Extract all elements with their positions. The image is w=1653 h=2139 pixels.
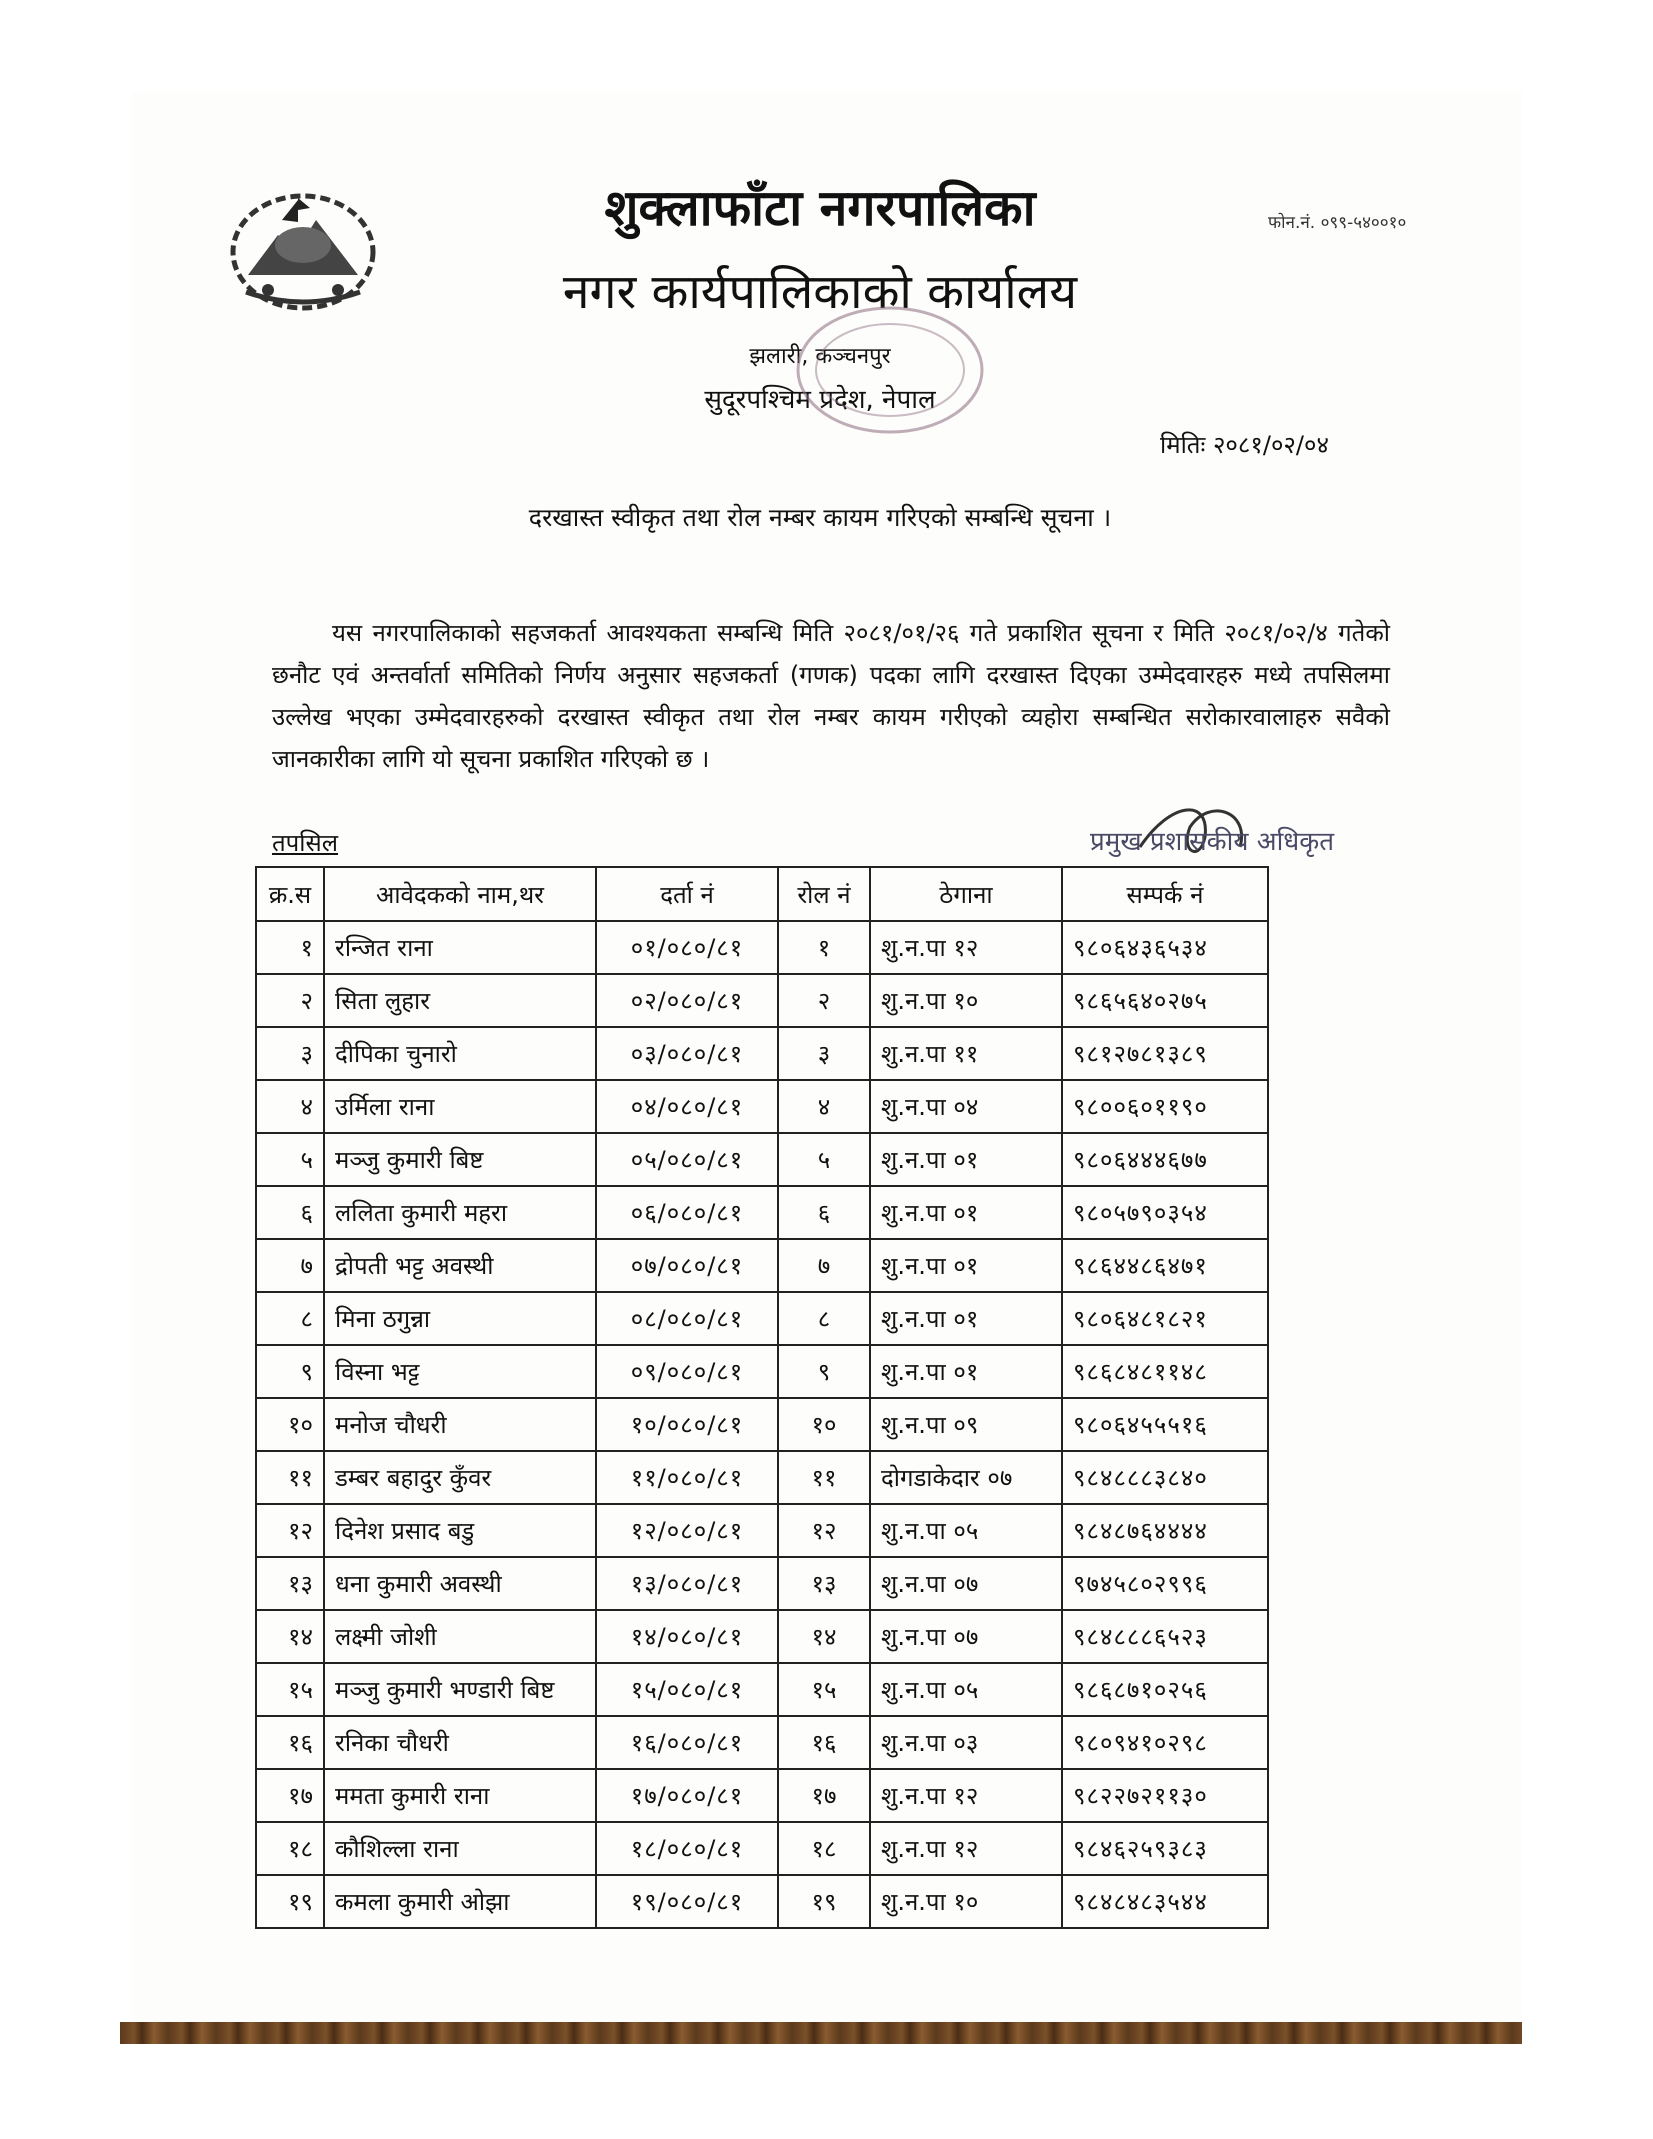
cell-contact: ९८६८७१०२५६ [1062, 1663, 1268, 1716]
cell-serial: ७ [256, 1239, 324, 1292]
cell-roll: ८ [778, 1292, 870, 1345]
applicant-table [255, 866, 1269, 1929]
cell-registration: ०५/०८०/८१ [596, 1133, 778, 1186]
office-stamp-icon [790, 300, 990, 440]
cell-registration: ०२/०८०/८१ [596, 974, 778, 1027]
cell-serial: १५ [256, 1663, 324, 1716]
office-subtitle: नगर कार्यपालिकाको कार्यालय [562, 264, 1078, 320]
cell-serial: १० [256, 1398, 324, 1451]
cell-registration: ०१/०८०/८१ [596, 921, 778, 974]
cell-address: शु.न.पा ०१ [870, 1133, 1062, 1186]
cell-roll: १६ [778, 1716, 870, 1769]
cell-contact: ९८४८८८६५२३ [1062, 1610, 1268, 1663]
cell-address: शु.न.पा १० [870, 1875, 1062, 1928]
cell-name: धना कुमारी अवस्थी [324, 1557, 596, 1610]
cell-registration: १५/०८०/८१ [596, 1663, 778, 1716]
cell-name: ललिता कुमारी महरा [324, 1186, 596, 1239]
notice-body-text: यस नगरपालिकाको सहजकर्ता आवश्यकता सम्बन्धि मिति २०८१/०१/२६ गते प्रकाशित सूचना र मिति २०८१/०२/४ गतेको छनौट एवं अन्तर्वार्ता समितिको निर्णय अनुसार सहजकर्ता (गणक) पदका लागि दरखास्त दिएका उम्मेदवारहरु मध्ये तपसिलमा उल्लेख भएका उम्मेदवारहरुको दरखास्त स्वीकृत तथा रोल नम्बर कायम गरीएको व्यहोरा सम्बन्धित सरोकारवालाहरु सवैको जानकारीका लागि यो सूचना प्रकाशित गरिएको छ । [272, 619, 1390, 773]
cell-serial: ४ [256, 1080, 324, 1133]
cell-serial: १८ [256, 1822, 324, 1875]
cell-name: सिता लुहार [324, 974, 596, 1027]
cell-name: रन्जित राना [324, 921, 596, 974]
cell-name: मञ्जु कुमारी बिष्ट [324, 1133, 596, 1186]
cell-serial: ११ [256, 1451, 324, 1504]
cell-name: डम्बर बहादुर कुँवर [324, 1451, 596, 1504]
notice-date: मितिः २०८१/०२/०४ [1160, 431, 1329, 459]
table-body [256, 921, 1268, 1928]
address-line-1: झलारी, कञ्चनपुर [749, 344, 891, 369]
cell-contact: ९८६४४८६४७१ [1062, 1239, 1268, 1292]
cell-serial: ३ [256, 1027, 324, 1080]
cell-address: शु.न.पा ०१ [870, 1292, 1062, 1345]
cell-address: शु.न.पा ०४ [870, 1080, 1062, 1133]
cell-registration: १८/०८०/८१ [596, 1822, 778, 1875]
cell-roll: १५ [778, 1663, 870, 1716]
cell-serial: १२ [256, 1504, 324, 1557]
cell-name: ममता कुमारी राना [324, 1769, 596, 1822]
table-row [256, 1557, 1268, 1610]
cell-serial: ८ [256, 1292, 324, 1345]
table-row [256, 1610, 1268, 1663]
table-header-row [256, 867, 1268, 921]
cell-registration: १२/०८०/८१ [596, 1504, 778, 1557]
table-row [256, 1345, 1268, 1398]
cell-name: उर्मिला राना [324, 1080, 596, 1133]
cell-registration: ११/०८०/८१ [596, 1451, 778, 1504]
cell-roll: १७ [778, 1769, 870, 1822]
table-row [256, 1822, 1268, 1875]
cell-serial: १३ [256, 1557, 324, 1610]
cell-registration: १४/०८०/८१ [596, 1610, 778, 1663]
cell-roll: १० [778, 1398, 870, 1451]
table-row [256, 1875, 1268, 1928]
wooden-surface-edge [120, 2022, 1522, 2044]
cell-address: शु.न.पा १० [870, 974, 1062, 1027]
cell-registration: ०७/०८०/८१ [596, 1239, 778, 1292]
cell-serial: ६ [256, 1186, 324, 1239]
cell-roll: १२ [778, 1504, 870, 1557]
municipality-title: शुक्लाफाँटा नगरपालिका [604, 179, 1036, 237]
cell-serial: ५ [256, 1133, 324, 1186]
cell-contact: ९८००६०११९० [1062, 1080, 1268, 1133]
cell-serial: २ [256, 974, 324, 1027]
cell-address: शु.न.पा ११ [870, 1027, 1062, 1080]
cell-registration: १०/०८०/८१ [596, 1398, 778, 1451]
header-address: ठेगाना [870, 867, 1062, 921]
cell-address: शु.न.पा ०१ [870, 1239, 1062, 1292]
cell-serial: ९ [256, 1345, 324, 1398]
table-row [256, 1504, 1268, 1557]
cell-roll: २ [778, 974, 870, 1027]
table-row [256, 921, 1268, 974]
table-row [256, 1769, 1268, 1822]
cell-name: दिनेश प्रसाद बडु [324, 1504, 596, 1557]
cell-contact: ९८०६४३६५३४ [1062, 921, 1268, 974]
notice-body [272, 612, 1390, 780]
cell-name: कमला कुमारी ओझा [324, 1875, 596, 1928]
cell-contact: ९८०५७९०३५४ [1062, 1186, 1268, 1239]
cell-contact: ९८०६४४४६७७ [1062, 1133, 1268, 1186]
table-row [256, 1292, 1268, 1345]
cell-name: रनिका चौधरी [324, 1716, 596, 1769]
cell-registration: ०८/०८०/८१ [596, 1292, 778, 1345]
cell-registration: ०६/०८०/८१ [596, 1186, 778, 1239]
address-line-2: सुदूरपश्चिम प्रदेश, नेपाल [704, 385, 936, 415]
table-row [256, 1027, 1268, 1080]
cell-roll: ९ [778, 1345, 870, 1398]
cell-name: विस्ना भट्ट [324, 1345, 596, 1398]
cell-roll: ४ [778, 1080, 870, 1133]
cell-contact: ९७४५८०२९९६ [1062, 1557, 1268, 1610]
signature-title: प्रमुख प्रशासकीय अधिकृत [1090, 827, 1335, 857]
cell-address: दोगडाकेदार ०७ [870, 1451, 1062, 1504]
header-roll: रोल नं [778, 867, 870, 921]
cell-roll: ६ [778, 1186, 870, 1239]
nepal-emblem-icon [218, 180, 388, 320]
cell-contact: ९८४६२५९३८३ [1062, 1822, 1268, 1875]
cell-contact: ९८०६४८१८२१ [1062, 1292, 1268, 1345]
table-row [256, 974, 1268, 1027]
cell-contact: ९८६८४८११४८ [1062, 1345, 1268, 1398]
cell-serial: १९ [256, 1875, 324, 1928]
cell-roll: ७ [778, 1239, 870, 1292]
cell-name: कौशिल्ला राना [324, 1822, 596, 1875]
cell-serial: १४ [256, 1610, 324, 1663]
cell-contact: ९८४८४८३५४४ [1062, 1875, 1268, 1928]
cell-name: मञ्जु कुमारी भण्डारी बिष्ट [324, 1663, 596, 1716]
cell-name: द्रोपती भट्ट अवस्थी [324, 1239, 596, 1292]
cell-roll: ११ [778, 1451, 870, 1504]
cell-roll: १४ [778, 1610, 870, 1663]
header-name: आवेदकको नाम,थर [324, 867, 596, 921]
table-row [256, 1663, 1268, 1716]
cell-address: शु.न.पा ०१ [870, 1345, 1062, 1398]
cell-address: शु.न.पा ०७ [870, 1557, 1062, 1610]
cell-registration: ०९/०८०/८१ [596, 1345, 778, 1398]
header-serial: क्र.स [256, 867, 324, 921]
table-row [256, 1239, 1268, 1292]
cell-name: लक्ष्मी जोशी [324, 1610, 596, 1663]
cell-roll: १३ [778, 1557, 870, 1610]
cell-address: शु.न.पा ०३ [870, 1716, 1062, 1769]
cell-contact: ९८४८८८३८४० [1062, 1451, 1268, 1504]
cell-serial: १७ [256, 1769, 324, 1822]
cell-address: शु.न.पा ०१ [870, 1186, 1062, 1239]
cell-serial: १६ [256, 1716, 324, 1769]
table-row [256, 1716, 1268, 1769]
cell-contact: ९८४८७६४४४४ [1062, 1504, 1268, 1557]
cell-registration: १९/०८०/८१ [596, 1875, 778, 1928]
cell-registration: ०३/०८०/८१ [596, 1027, 778, 1080]
header-registration: दर्ता नं [596, 867, 778, 921]
phone-number: फोन.नं. ०९९-५४००१० [1268, 213, 1407, 233]
cell-name: दीपिका चुनारो [324, 1027, 596, 1080]
cell-contact: ९८२२७२११३० [1062, 1769, 1268, 1822]
cell-name: मनोज चौधरी [324, 1398, 596, 1451]
cell-contact: ९८१२७८१३८९ [1062, 1027, 1268, 1080]
cell-registration: ०४/०८०/८१ [596, 1080, 778, 1133]
cell-address: शु.न.पा १२ [870, 921, 1062, 974]
cell-name: मिना ठगुन्ना [324, 1292, 596, 1345]
cell-roll: १९ [778, 1875, 870, 1928]
tapsil-label: तपसिल [272, 829, 339, 857]
table-row [256, 1186, 1268, 1239]
cell-contact: ९८०९४१०२९८ [1062, 1716, 1268, 1769]
table-row [256, 1398, 1268, 1451]
cell-registration: १६/०८०/८१ [596, 1716, 778, 1769]
notice-subject: दरखास्त स्वीकृत तथा रोल नम्बर कायम गरिएको सम्बन्धि सूचना । [528, 503, 1112, 532]
cell-registration: १३/०८०/८१ [596, 1557, 778, 1610]
cell-address: शु.न.पा ०५ [870, 1663, 1062, 1716]
cell-serial: १ [256, 921, 324, 974]
cell-address: शु.न.पा ०९ [870, 1398, 1062, 1451]
table-row [256, 1080, 1268, 1133]
cell-contact: ९८६५६४०२७५ [1062, 974, 1268, 1027]
cell-registration: १७/०८०/८१ [596, 1769, 778, 1822]
header-contact: सम्पर्क नं [1062, 867, 1268, 921]
table-row [256, 1451, 1268, 1504]
cell-address: शु.न.पा १२ [870, 1769, 1062, 1822]
cell-address: शु.न.पा ०७ [870, 1610, 1062, 1663]
cell-roll: ३ [778, 1027, 870, 1080]
table-row [256, 1133, 1268, 1186]
cell-roll: १८ [778, 1822, 870, 1875]
cell-address: शु.न.पा ०५ [870, 1504, 1062, 1557]
cell-roll: १ [778, 921, 870, 974]
cell-contact: ९८०६४५५५१६ [1062, 1398, 1268, 1451]
cell-address: शु.न.पा १२ [870, 1822, 1062, 1875]
cell-roll: ५ [778, 1133, 870, 1186]
